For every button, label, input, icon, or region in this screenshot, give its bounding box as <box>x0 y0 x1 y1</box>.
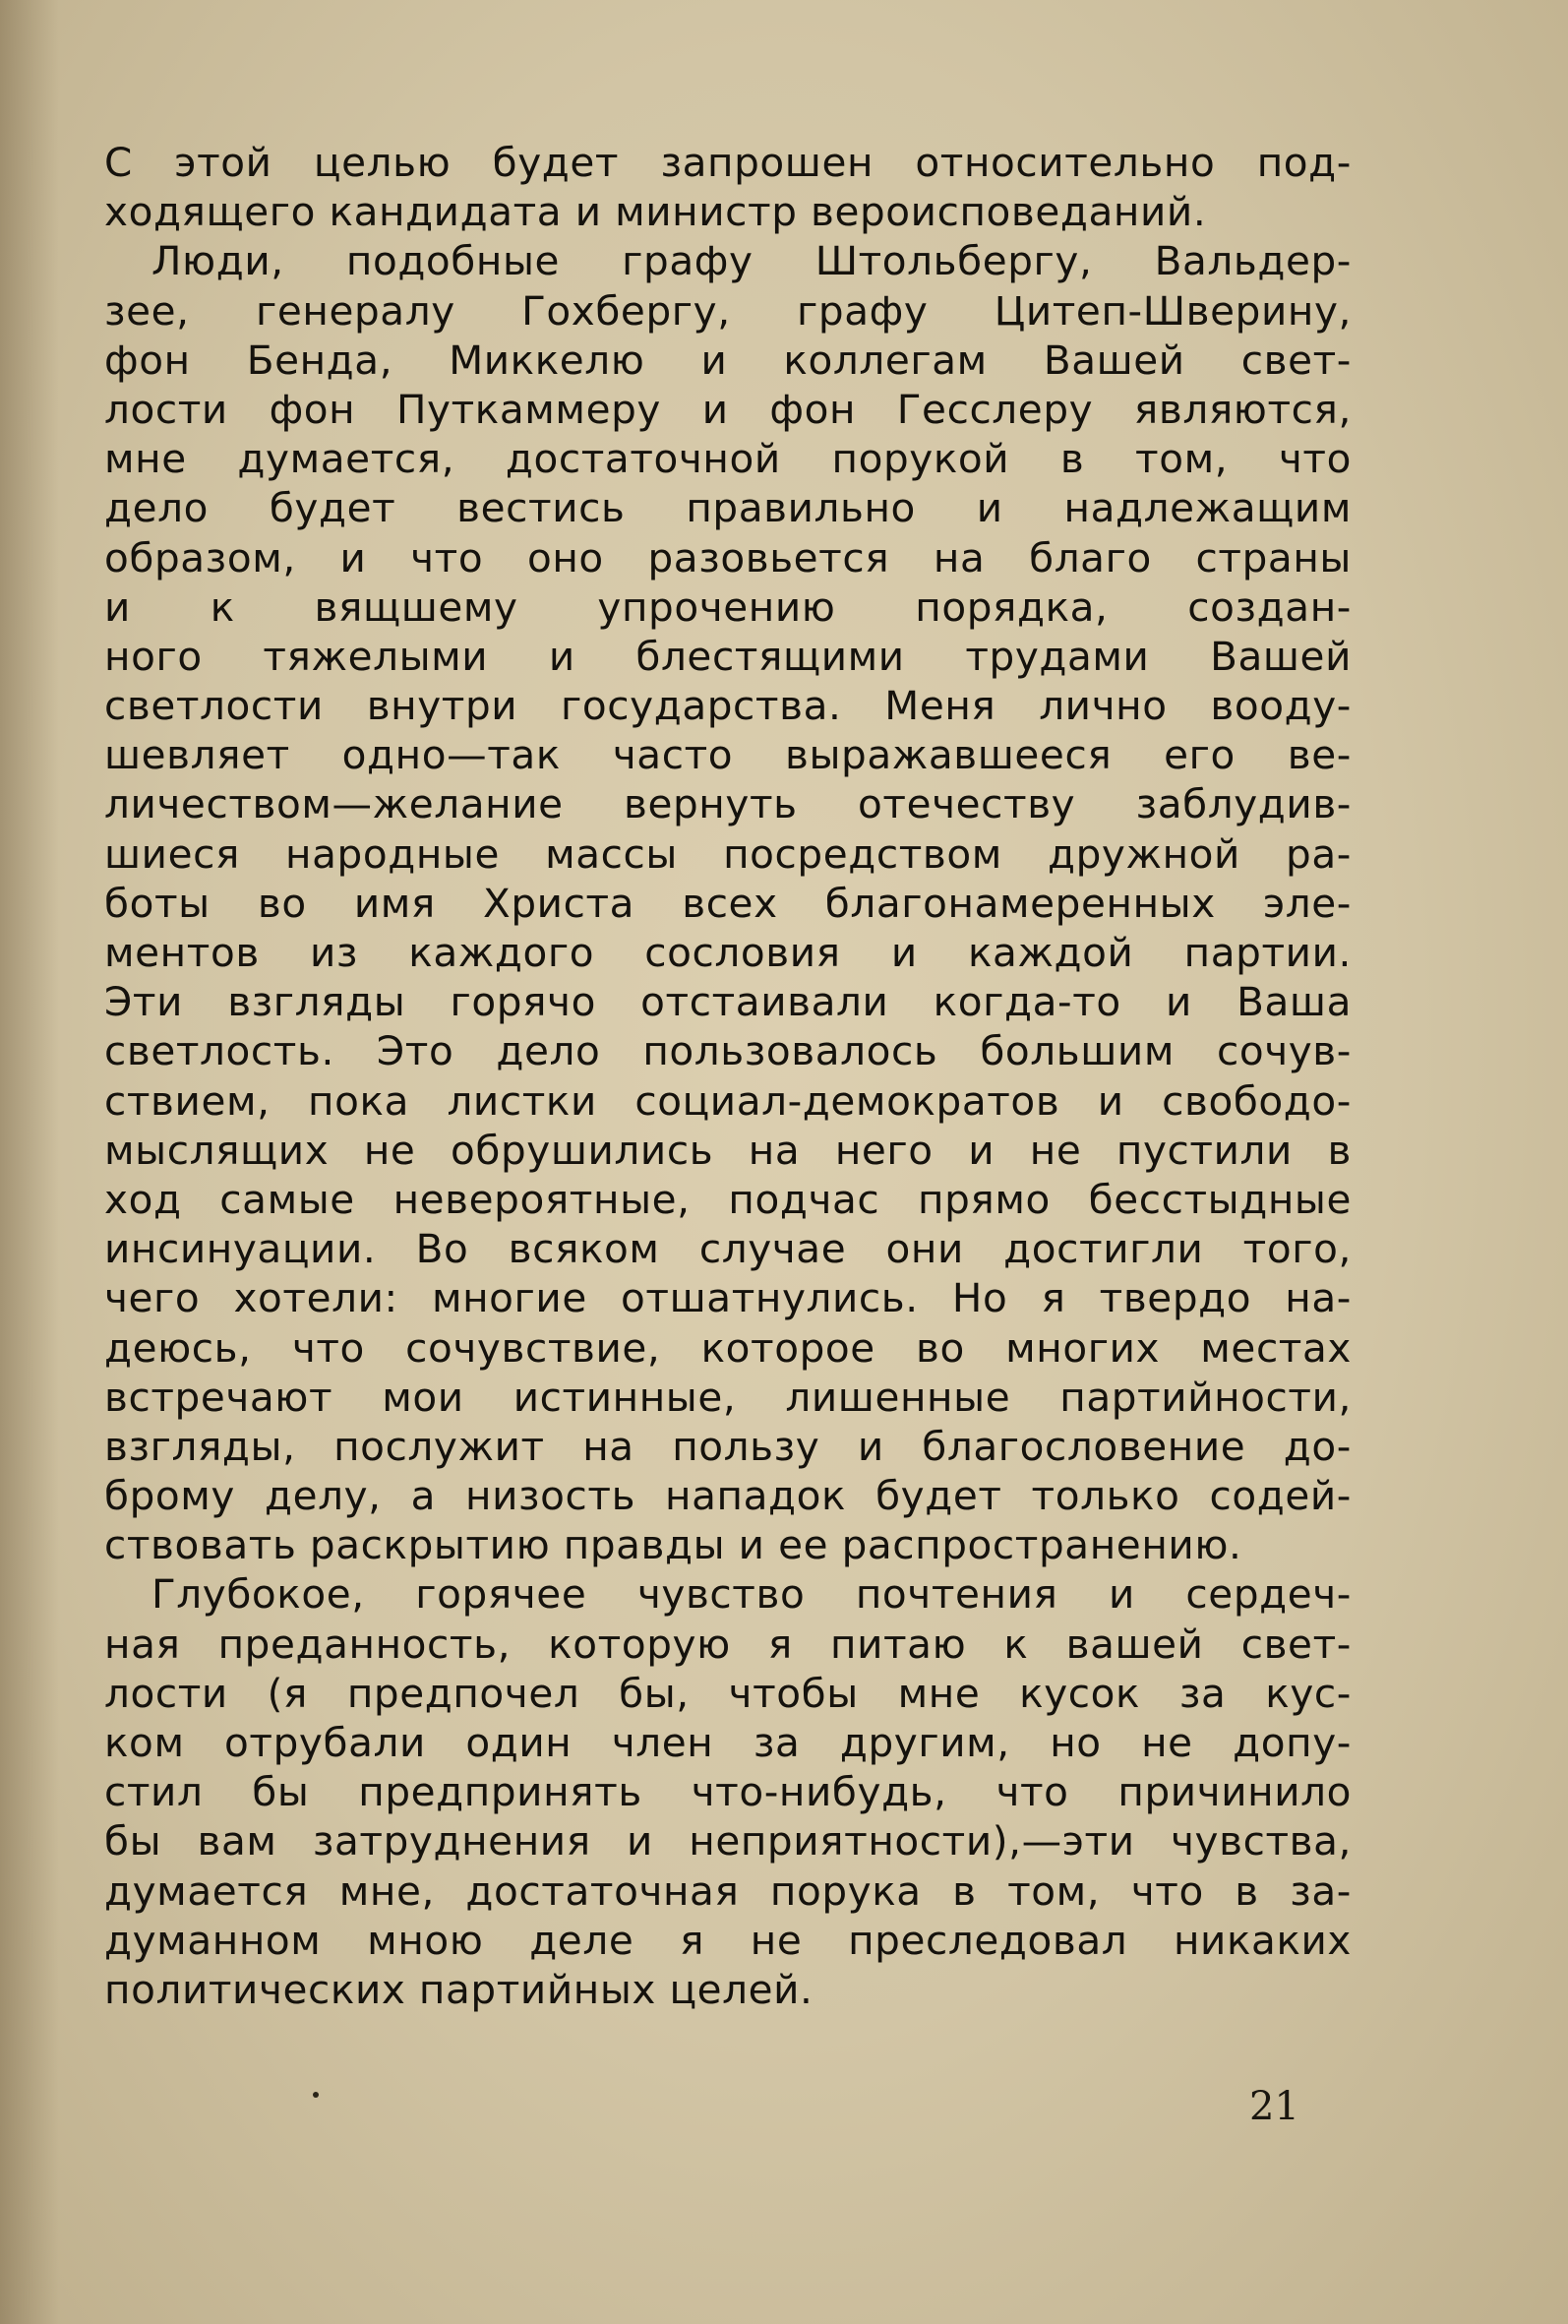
page-body-text <box>104 138 1352 2014</box>
text-line: думанном мною деле я не преследовал никаких <box>104 1916 1352 1964</box>
text-line: ного тяжелыми и блестящими трудами Вашей <box>104 632 1352 680</box>
text-line: Глубокое, горячее чувство почтения и сердеч- <box>151 1570 1352 1619</box>
text-line: и к вящшему упрочению порядка, создан- <box>104 582 1352 631</box>
page-number: 21 <box>1249 2084 1299 2129</box>
text-line: ствием, пока листки социал-демократов и свободо- <box>104 1076 1352 1125</box>
text-line: С этой целью будет запрошен относительно под- <box>104 139 1352 186</box>
text-line: бы вам затруднения и неприятности),—эти чувства, <box>104 1817 1352 1865</box>
text-line: ная преданность, которую я питаю к вашей свет- <box>104 1620 1352 1668</box>
text-line: мыслящих не обрушились на него и не пустили в <box>104 1126 1352 1174</box>
text-line: брому делу, а низость нападок будет только содей- <box>104 1472 1352 1520</box>
text-line: образом, и что оно разовьется на благо страны <box>104 533 1352 581</box>
text-line: Эти взгляды горячо отстаивали когда-то и Ваша <box>104 978 1352 1026</box>
text-line: ходящего кандидата и министр вероисповеданий. <box>104 188 1207 236</box>
text-line: ход самые невероятные, подчас прямо бесстыдные <box>104 1175 1352 1223</box>
text-line: чего хотели: многие отшатнулись. Но я твердо на- <box>104 1274 1352 1322</box>
text-line: светлость. Это дело пользовалось большим сочув- <box>104 1027 1352 1075</box>
text-line: личеством—желание вернуть отечеству заблудив- <box>104 780 1352 828</box>
ink-speck <box>313 2092 319 2098</box>
text-line: зее, генералу Гохбергу, графу Цитеп-Шверину, <box>104 286 1352 335</box>
text-line: стил бы предпринять что-нибудь, что причинило <box>104 1768 1352 1816</box>
text-line: ментов из каждого сословия и каждой партии. <box>104 929 1352 976</box>
text-line: ствовать раскрытию правды и ее распространению. <box>104 1521 1242 1569</box>
text-line: взгляды, послужит на пользу и благословение до- <box>104 1422 1352 1470</box>
text-line: лости фон Путкаммеру и фон Гесслеру являются, <box>104 385 1352 433</box>
text-line: Люди, подобные графу Штольбергу, Вальдер- <box>151 237 1352 285</box>
text-line: дело будет вестись правильно и надлежащим <box>104 484 1352 532</box>
text-line: шевляет одно—так часто выражавшееся его ве- <box>104 731 1352 779</box>
text-line: встречают мои истинные, лишенные партийности, <box>104 1373 1352 1421</box>
text-line: фон Бенда, Миккелю и коллегам Вашей свет- <box>104 336 1352 384</box>
text-line: инсинуации. Во всяком случае они достигли того, <box>104 1225 1352 1273</box>
text-line: деюсь, что сочувствие, которое во многих местах <box>104 1323 1352 1372</box>
text-line: лости (я предпочел бы, чтобы мне кусок за кус- <box>104 1669 1352 1717</box>
text-line: ком отрубали один член за другим, но не допу- <box>104 1719 1352 1766</box>
text-line: думается мне, достаточная порука в том, что в за- <box>104 1866 1352 1915</box>
text-line: шиеся народные массы посредством дружной ра- <box>104 829 1352 878</box>
text-line: мне думается, достаточной порукой в том, что <box>104 435 1352 483</box>
text-line: светлости внутри государства. Меня лично вооду- <box>104 682 1352 730</box>
text-line: боты во имя Христа всех благонамеренных эле- <box>104 879 1352 927</box>
text-line: политических партийных целей. <box>104 1965 814 2013</box>
